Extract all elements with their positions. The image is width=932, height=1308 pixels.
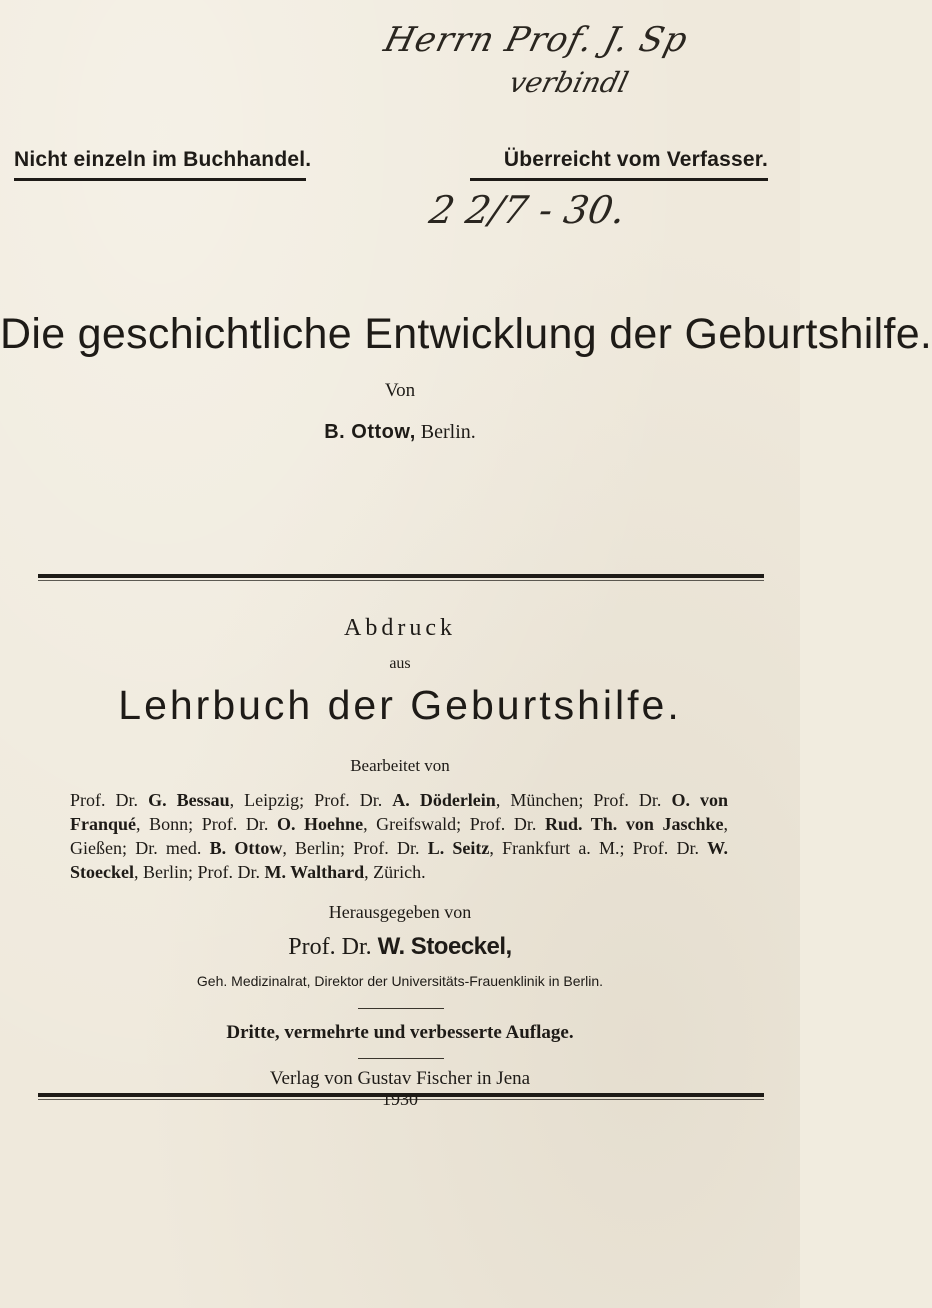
divider-rule-bottom bbox=[38, 1093, 764, 1097]
contributor-prefix: Prof. Dr. bbox=[353, 838, 428, 858]
contributor-prefix: Prof. Dr. bbox=[314, 790, 393, 810]
contributor-prefix: Dr. med. bbox=[135, 838, 210, 858]
divider-rule-top-thin bbox=[38, 580, 764, 581]
contributor-city: , Gießen; bbox=[70, 814, 729, 858]
editor-prefix: Prof. Dr. bbox=[288, 934, 378, 960]
book-title: Lehrbuch der Geburtshilfe. bbox=[118, 682, 682, 728]
contributor-prefix: Prof. Dr. bbox=[593, 790, 672, 810]
offprint-aus: aus bbox=[389, 655, 411, 672]
author-name: B. Ottow, bbox=[324, 421, 416, 443]
presented-by-author-notice: Überreicht vom Verfasser. bbox=[503, 148, 768, 171]
contributor-name: G. Bessau bbox=[148, 790, 230, 810]
handwritten-dedication-line1: Herrn Prof. J. Sp bbox=[380, 20, 693, 60]
contributor-city: , Berlin; bbox=[133, 862, 198, 882]
contributor-name: M. Walthard bbox=[264, 862, 365, 882]
author-city: Berlin. bbox=[420, 421, 476, 443]
contributor-name: L. Seitz bbox=[427, 838, 490, 858]
contributor-name: Rud. Th. von Jaschke bbox=[544, 814, 724, 834]
divider-rule-bottom-thin bbox=[38, 1099, 764, 1100]
edition-statement: Dritte, vermehrte und verbesserte Auflage. bbox=[226, 1022, 574, 1043]
contributor-city: , Frankfurt a. M.; bbox=[489, 838, 633, 858]
short-divider-1 bbox=[358, 1008, 444, 1009]
contributor-city: , Bonn; bbox=[136, 814, 202, 834]
contributor-city: , Berlin; bbox=[282, 838, 354, 858]
article-von: Von bbox=[384, 380, 416, 401]
notice-underline-left bbox=[14, 178, 306, 181]
divider-rule-top bbox=[38, 574, 764, 578]
contributor-name: W. Stoeckel bbox=[70, 838, 729, 882]
contributor-prefix: Prof. Dr. bbox=[70, 790, 149, 810]
editor bbox=[0, 933, 800, 961]
not-for-sale-notice: Nicht einzeln im Buchhandel. bbox=[14, 148, 312, 171]
notice-underline-right bbox=[470, 178, 768, 181]
contributors-list bbox=[70, 788, 728, 884]
edited-by-label: Bearbeitet von bbox=[350, 756, 450, 775]
handwritten-date-note: 2 2/7 - 30. bbox=[426, 188, 629, 232]
contributor-city: , München; bbox=[495, 790, 594, 810]
contributor-city: , Zürich. bbox=[364, 862, 426, 882]
published-by-label: Herausgegeben von bbox=[328, 902, 472, 922]
contributor-name: O. Hoehne bbox=[276, 814, 364, 834]
handwritten-dedication-line2: verbindl bbox=[505, 66, 632, 99]
contributor-prefix: Prof. Dr. bbox=[469, 814, 545, 834]
publisher: Verlag von Gustav Fischer in Jena bbox=[269, 1068, 531, 1089]
contributor-name: A. Döderlein bbox=[392, 790, 496, 810]
contributor-prefix: Prof. Dr. bbox=[632, 838, 708, 858]
editor-title: Geh. Medizinalrat, Direktor der Universitäts-Frauenklinik in Berlin. bbox=[196, 973, 604, 989]
contributor-name: O. von Franqué bbox=[70, 790, 729, 834]
article-author bbox=[0, 421, 800, 444]
offprint-label: Abdruck bbox=[344, 615, 456, 641]
contributor-prefix: Prof. Dr. bbox=[201, 814, 277, 834]
short-divider-2 bbox=[358, 1058, 444, 1059]
article-title: Die geschichtliche Entwicklung der Geburtshilfe. bbox=[0, 310, 932, 358]
contributor-city: , Greifswald; bbox=[363, 814, 470, 834]
contributor-prefix: Prof. Dr. bbox=[197, 862, 265, 882]
editor-name: W. Stoeckel, bbox=[377, 933, 512, 960]
contributor-city: , Leipzig; bbox=[229, 790, 315, 810]
contributor-name: B. Ottow bbox=[209, 838, 283, 858]
